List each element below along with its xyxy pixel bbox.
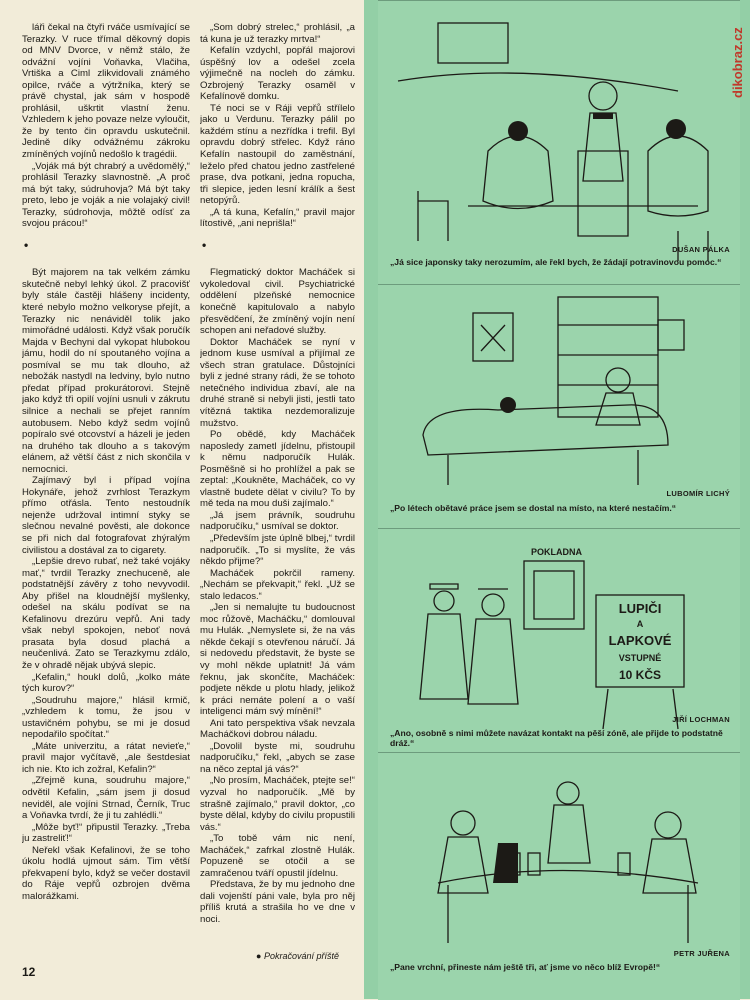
cartoon-3 xyxy=(378,528,740,753)
cartoon-author: LUBOMÍR LICHÝ xyxy=(666,489,730,498)
paragraph: „Zřejmě kuna, soudruhu majore,“ odvětil Kefalin, „sám jsem ji dosud neviděl, ale vojíni Strnad, Černík, Truc a Voňavka tvrdí, že ji tu zahlédli.“ xyxy=(22,775,190,822)
paragraph: Doktor Macháček se nyní v jednom kuse usmíval a přijímal ze všech stran gratulace. Důstojníci byli z jedné strany rádi, že se tohoto netečného individua zbaví, ale na druhé straně si nebyli jisti, jestli tato vítězná taktika nezdemoralizuje mužstvo. xyxy=(200,336,355,429)
paragraph: Ani tato perspektiva však nevzala Macháčkovi dobrou náladu. xyxy=(200,717,355,741)
paragraph: „Kefalin,“ houkl dolů, „kolko máte tých kurov?“ xyxy=(22,671,190,695)
cartoon-1 xyxy=(378,0,740,285)
site-watermark: dikobraz.cz xyxy=(730,27,745,98)
paragraph: „Jen si nemalujte tu budoucnost moc růžově, Macháčku,“ domlouval mu Hulák. „Nemyslete si, že na vás někde čekají s otevřenou náručí. Já si nedovedu představit, že byste se vy mohl někde uplatnit! Já vám řeknu, jak skončíte, Macháček: podjete někde u plotu hlady, jelikož k práci nemáte polení a o vaší inteligenci mám svý mínění!“ xyxy=(200,602,355,718)
sign-label: POKLADNA xyxy=(531,547,582,557)
paragraph: láři čekal na čtyři rváče usmívající se Terazky. V ruce třímal děkovný dopis od MNV Dvorce, v němž stálo, že odvážní vojíni Voňavka, Vlačiha, Vrtiška a Ciml zlikvidovali známého opilce, rváče a výtržníka, který se právě chystal, jak sám v hospodě prohlásil, uškrtit vlastní ženu. Vzhledem k jeho povaze nelze vyloučit, že by tento čin opravdu uskutečnil. Jedině díky odvážnému zákroku zmíněných vojínů nedošlo k tragédii. xyxy=(22,22,190,161)
paragraph: „Dovolil byste mi, soudruhu nadporučíku,“ řekl, „abych se zase na něco zeptal já vás?“ xyxy=(200,740,355,775)
page-number: 12 xyxy=(22,965,36,979)
sign-line: LUPIČI xyxy=(618,601,662,616)
paragraph: Po obědě, kdy Macháček naposledy zametl jídelnu, přistoupil k němu nadporučík Hulák. Posměšně si ho prohlížel a pak se zeptal: „Koukněte, Macháček, co vy vlastně budete dělat v civilu? To by mě teda na mou duši zajímalo.“ xyxy=(200,429,355,510)
cartoon-caption: „Pane vrchní, přineste nám ještě tři, ať jsme vo něco blíž Evropě!“ xyxy=(390,962,661,972)
article-column-1 xyxy=(22,22,190,972)
paragraph: „Voják má být chrabrý a uvědomělý,“ prohlásil Terazky slavnostně. „A proč má být taky, súdruhovja? Má být taky preto, lebo je voják a nie volajaký civil! Terazky, súdrohovja, môžtě odísť za svojou prácou!“ xyxy=(22,160,190,230)
cartoon-author: DUŠAN PÁLKA xyxy=(672,245,730,254)
paragraph: „A tá kuna, Kefalín,“ pravil major lítostivě, „ani neprišla!“ xyxy=(200,206,355,230)
section-separator: • xyxy=(24,237,29,252)
paragraph: Macháček pokrčil rameny. „Nechám se překvapit,“ řekl. „Už se stalo ledacos.“ xyxy=(200,567,355,602)
cartoon-panel xyxy=(364,0,750,999)
paragraph: „Soudruhu majore,“ hlásil krmič, „vzhledem k tomu, že jsou v ustavičném pohybu, se mi je dosud nepodařilo spočítat.“ xyxy=(22,694,190,741)
paragraph: Představa, že by mu jednoho dne dali vojenští páni vale, byla pro něj příliš krutá a strašila ho ve dne v noci. xyxy=(200,879,355,926)
section-separator: • xyxy=(202,237,207,252)
article-column-2 xyxy=(200,22,355,964)
paragraph: „No prosím, Macháček, ptejte se!“ vyzval ho nadporučík. „Mě by strašně zajímalo,“ pravil doktor, „co byste dělal, kdyby do civilu propustili vás.“ xyxy=(200,775,355,833)
continued-note: ● Pokračování příště xyxy=(256,951,339,961)
paragraph: Zajímavý byl i případ vojína Hokynáře, jehož zvrhlost Terazkym přímo otřásla. Tento nestoudník nejenže udržoval intimní styky se slečnou nevalné pověsti, ale dokonce se při nich dal fotografovat zhýralým civilistou a dostával za to cigarety. xyxy=(22,475,190,556)
sign-line: 10 KČS xyxy=(618,668,662,682)
paragraph: Neřekl však Kefalinovi, že se toho úkolu hodlá ujmout sám. Tim větší překvapení bylo, když se večer dostavil do Ráje vepřů ozbrojen dvěma malorážkami. xyxy=(22,844,190,902)
cartoon-author: JIŘÍ LOCHMAN xyxy=(672,715,730,724)
cartoon-caption: „Já sice japonsky taky nerozumím, ale řekl bych, že žádají potravinovou pomoc.“ xyxy=(390,257,722,267)
paragraph: „To tobě vám nic není, Macháček,“ zafrkal zlostně Hulák. Popuzeně se otočil a se zamračenou tváří opustil jídelnu. xyxy=(200,833,355,879)
paragraph: „Lepšie drevo rubať, než také vojáky mať,“ tvrdil Terazky znechuceně, ale podstatnější závěry z toho nevyvodil. Aby přišel na kloudnější myšlenky, odešel na skálu podívat se na Kefalinovu drezúru vepřů. Ani tady však nebyl spokojen, neboť nová prasata byla dosud plachá a neučenlivá. Zato se Terazkymu zdálo, že v ohradě nějak ubývá slepic. xyxy=(22,556,190,671)
sign-line: LAPKOVÉ xyxy=(608,633,672,648)
sign-line: VSTUPNÉ xyxy=(618,653,662,663)
paragraph: „Máte univerzitu, a rátat nevieťe,“ pravil major vyčítavě, „ale šestdesiat ich nie. Kto ich zožral, Kefalin?“ xyxy=(22,740,190,775)
paragraph: Být majorem na tak velkém zámku skutečně nebyl lehký úkol. Z pracovišť byly stále častěji hlášeny incidenty, které nebylo možno velkoryse přejít, a Terazky nic nenáviděl tolik jako mimořádné události. Když však poručík Majda v Bechyni dal vykopat hlubokou jámu, hodil do ní spoutaného vojína a posmíval se mu tak dlouho, až nebožák nastydl na ledviny, bylo nutno předat případ prokurátorovi. Stejně jako když tři opilí vojíni usnuli v zákrutu silnice a nechali se přejet ranním autobusem. Nebo když sedm vojínů popíralo své otcovství a házeli je jeden na druhého tak dlouho a s takovým elánem, až větší část z nich skončila v nemocnici. xyxy=(22,267,190,475)
cartoon-caption: „Ano, osobně s nimi můžete navázat kontakt na pěší zóně, ale přijde to podstatně dráž.“ xyxy=(390,728,723,749)
cartoon-caption: „Po létech obětavé práce jsem se dostal na místo, na které nestačím.“ xyxy=(390,503,677,513)
paragraph: „Především jste úplně blbej,“ tvrdil nadporučík. „To si myslíte, že vás někdo přijme?“ xyxy=(200,532,355,568)
cartoon-4 xyxy=(378,752,740,1000)
continued-text: Pokračování příště xyxy=(263,951,339,961)
paragraph: „Môže byť!“ připustil Terazky. „Treba ju zastreliť!“ xyxy=(22,821,190,845)
paragraph: Kefalín vzdychl, popřál majorovi úspěšný lov a odešel zcela výjimečně na nocleh do zámku. Ozbrojený Terazky osaměl v Kefalínově domku. xyxy=(200,45,355,103)
cartoon-1-illustration xyxy=(378,1,740,285)
paragraph: Flegmatický doktor Macháček si vykoledoval civil. Psychiatrické oddělení plzeňské nemocnice konečně kapitulovalo a nabylo přesvědčení, že zmíněný vojín není schopen ani neřadové služby. xyxy=(200,267,355,337)
paragraph: „Som dobrý strelec,“ prohlásil, „a tá kuna je už terazky mrtva!“ xyxy=(200,22,355,45)
paragraph: Té noci se v Ráji vepřů střílelo jako u Verdunu. Terazky pálil po každém stínu a nezřídka i trefil. Byl opravdu dobrý střelec. Když ráno Kefalín nastoupil do zaměstnání, leželo před chatou jedno zastřelené prase, dva potkani, jedna ropucha, tři slepice, jeden lesní králík a šest netopýrů. xyxy=(200,102,355,207)
paragraph: „Já jsem právník, soudruhu nadporučíku,“ usmíval se doktor. xyxy=(200,509,355,533)
cartoon-author: PETR JUŘENA xyxy=(673,949,730,958)
sign-line: A xyxy=(636,619,644,629)
cartoon-2 xyxy=(378,284,740,529)
